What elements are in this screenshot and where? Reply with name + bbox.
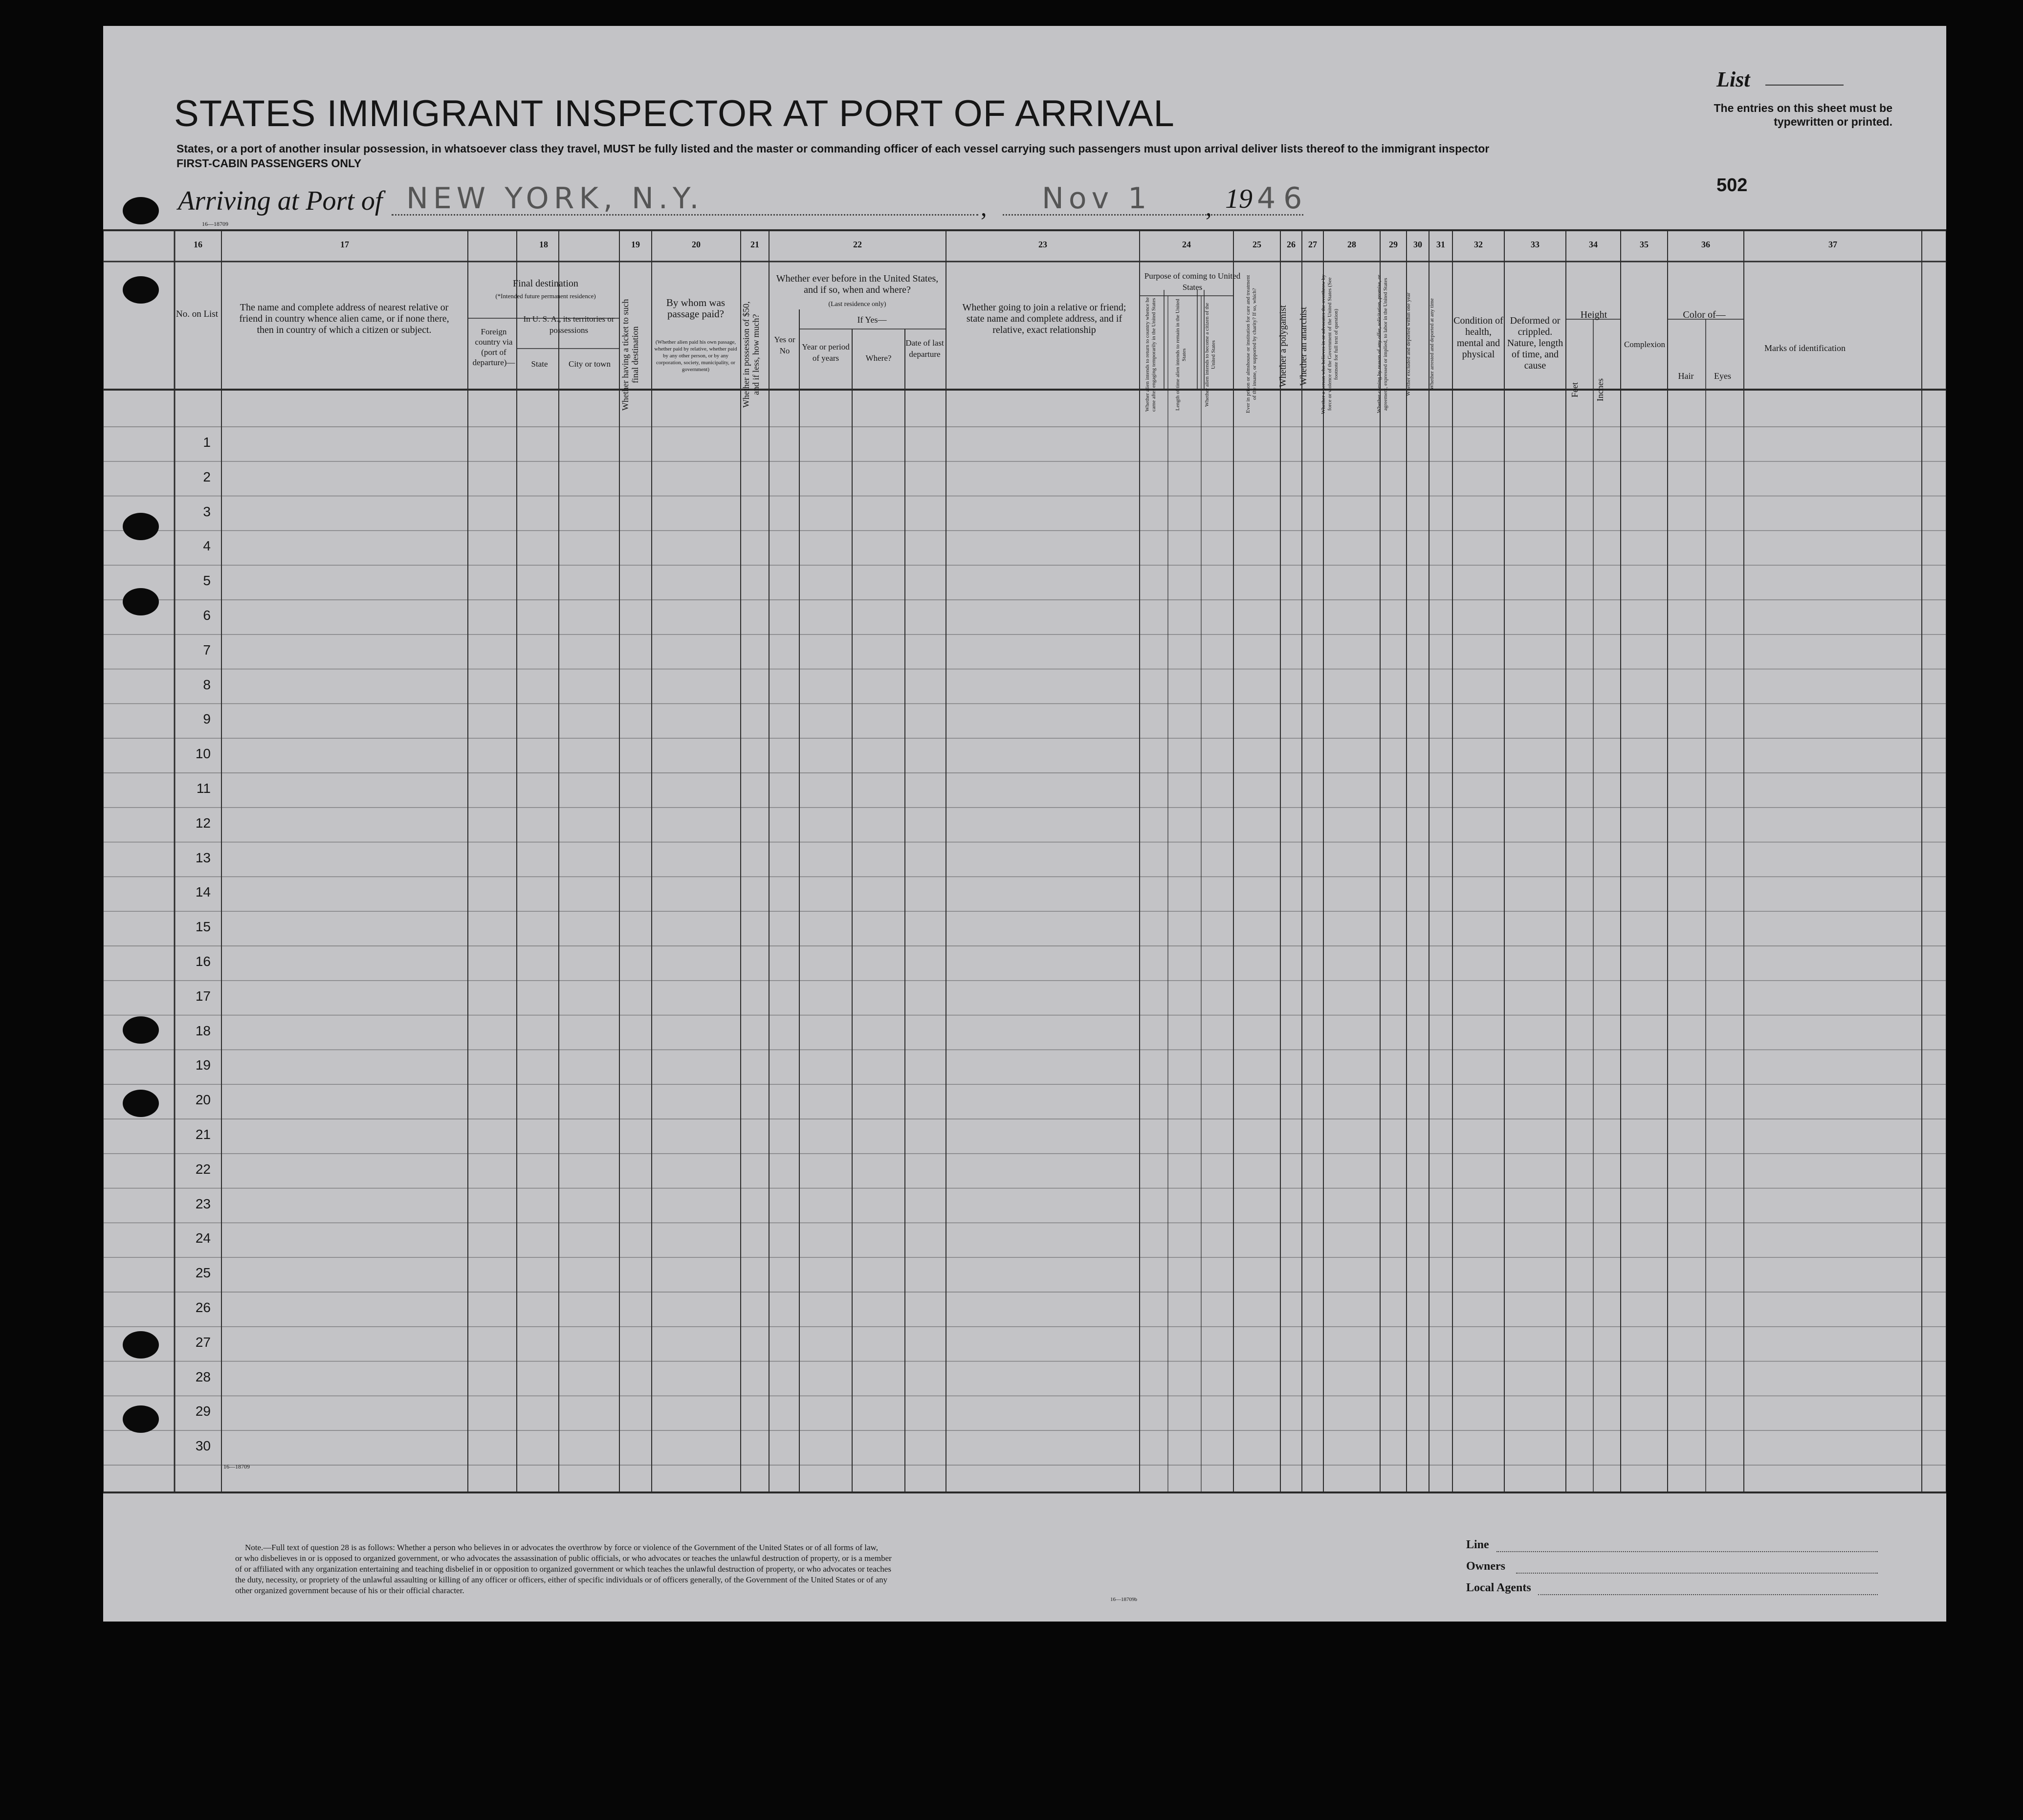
header-marks-identification: Marks of identification — [1764, 343, 1846, 353]
punch-hole — [123, 513, 159, 540]
header-deported: Whether arrested and deported at any time — [1429, 298, 1435, 390]
header-nearest-relative: The name and complete address of nearest relative or friend in country whence alien came, or if none there, then in country of which a citizen or subject. — [239, 302, 449, 335]
header-city: City or town — [569, 359, 611, 369]
header-date-last-departure: Date of last departure — [905, 338, 944, 359]
header-yes-no: Yes or No — [774, 335, 795, 355]
header-no-on-list: No. on List — [176, 309, 219, 319]
manifest-sheet — [103, 26, 1946, 1622]
header-excluded: Whether excluded and deported within one year — [1406, 292, 1411, 396]
footnote-line-4: the duty, necessity, or propriety of the unlawful assaulting or killing of any officer or officers, either of specific individuals or of officers generally, of the Government of the United States or of any — [235, 1575, 888, 1584]
header-fifty-dollars: Whether in possession of $50, and if less, how much? — [741, 301, 761, 408]
header-height: Height — [1580, 309, 1607, 320]
line-label: Line — [1466, 1538, 1489, 1551]
column-number: 27 — [1308, 240, 1317, 249]
column-number: 31 — [1436, 240, 1445, 249]
header-passage-paid-note: (Whether alien paid his own passage, whether paid by relative, whether paid by any other person, or by any corporation, society, municipality, or government) — [654, 339, 737, 373]
row-number: 27 — [195, 1334, 211, 1350]
header-complexion: Complexion — [1624, 340, 1666, 349]
column-number: 25 — [1253, 240, 1261, 249]
row-number: 18 — [195, 1023, 211, 1038]
row-number: 2 — [203, 469, 211, 484]
owners-label: Owners — [1466, 1560, 1505, 1573]
row-number: 21 — [195, 1127, 211, 1142]
header-hair: Hair — [1678, 371, 1694, 381]
header-ticket: Whether having a ticket to such final destination — [620, 299, 640, 411]
punch-hole — [123, 1405, 159, 1433]
comma-1: , — [981, 194, 987, 221]
typewritten-note: The entries on this sheet must be typewritten or printed. — [1714, 102, 1892, 128]
header-where: Where? — [865, 353, 892, 363]
column-number: 18 — [539, 240, 548, 249]
row-number: 16 — [195, 954, 211, 969]
row-number: 6 — [203, 608, 211, 623]
column-number: 28 — [1347, 240, 1356, 249]
form-subtitle: States, or a port of another insular possession, in whatsoever class they travel, MUST be fully listed and the master or commanding officer of each vessel carrying such passengers must upon arrival deliver lists thereof to the immigrant inspector — [176, 142, 1490, 155]
column-number: 19 — [631, 240, 640, 249]
footnote-line-2: or who disbelieves in or is opposed to organized government, or who advocates the assassination of public officials, or who advocates or teaches the unlawful destruction of property, or is a member — [235, 1554, 892, 1563]
list-label: List — [1716, 67, 1750, 91]
year-handwritten: 46 — [1257, 181, 1310, 216]
header-state: State — [531, 359, 548, 369]
column-number: 29 — [1389, 240, 1398, 249]
passenger-class: FIRST-CABIN PASSENGERS ONLY — [176, 157, 362, 170]
row-number: 5 — [203, 573, 211, 589]
row-number: 7 — [203, 642, 211, 658]
row-number: 11 — [196, 781, 211, 796]
footnote-line-1: Note.—Full text of question 28 is as follows: Whether a person who believes in or advocates the overthrow by force or violence of the Government of the United States or of all forms of law, — [245, 1543, 878, 1552]
header-final-destination: Final destination — [513, 278, 578, 289]
header-feet: Feet — [1570, 382, 1580, 398]
row-number: 28 — [195, 1369, 211, 1384]
header-purpose-return: Whether alien intends to return to country whence he came after engaging temporarily in the United States — [1144, 297, 1157, 412]
port-handwritten: NEW YORK, N.Y. — [406, 181, 704, 216]
header-inches: Inches — [1595, 378, 1605, 402]
owners-dotted — [1516, 1573, 1878, 1574]
punch-hole — [123, 588, 159, 615]
header-final-destination-note: (*Intended future permanent residence) — [495, 292, 596, 300]
header-purpose-length: Length of time alien intends to remain in the United States — [1175, 299, 1187, 411]
column-number: 23 — [1038, 240, 1047, 249]
row-number: 10 — [195, 746, 211, 762]
header-anarchist: Whether an anarchist — [1298, 307, 1309, 386]
header-passage-paid: By whom was passage paid? — [666, 297, 726, 320]
column-number: 16 — [194, 240, 202, 249]
footnote-code: 16—18709b — [1110, 1597, 1137, 1602]
header-health: Condition of health, mental and physical — [1453, 315, 1503, 360]
column-number: 36 — [1701, 240, 1710, 249]
footnote-line-3: of or affiliated with any organization entertaining and teaching disbelief in or opposition to organized government or which teaches the unlawful destruction of property, or who advocates or teaches — [235, 1564, 891, 1574]
column-number: 37 — [1828, 240, 1837, 249]
header-join-relative: Whether going to join a relative or friend; state name and complete address, and if relative, exact relationship — [962, 302, 1126, 335]
year-printed: 19 — [1225, 184, 1253, 214]
form-code-bottom: 16—18709 — [223, 1463, 250, 1470]
punch-hole — [123, 1016, 159, 1044]
column-number: 30 — [1413, 240, 1422, 249]
header-if-yes: If Yes— — [857, 315, 887, 325]
footnote-line-5: other organized government because of his or their official character. — [235, 1586, 464, 1595]
row-number: 9 — [203, 711, 211, 727]
agents-dotted — [1538, 1594, 1878, 1595]
row-number: 12 — [195, 815, 211, 831]
column-number: 22 — [853, 240, 862, 249]
column-number: 24 — [1182, 240, 1191, 249]
sheet-number: 502 — [1716, 175, 1748, 196]
header-deformed: Deformed or crippled. Nature, length of time, and cause — [1507, 315, 1563, 371]
header-overthrow: Whether a person who believes in or advocates the overthrow by force or violence of the Government of the United States (See footnote for full text of question) — [1320, 274, 1339, 414]
header-year-period: Year or period of years — [802, 342, 850, 363]
header-purpose-citizen: Whether alien intends to become a citizen of the United States — [1204, 303, 1216, 407]
row-number: 17 — [195, 988, 211, 1004]
header-in-usa: In U. S. A., its territories or possessions — [523, 314, 615, 335]
line-dotted — [1496, 1551, 1878, 1552]
column-number: 20 — [692, 240, 701, 249]
column-number: 26 — [1287, 240, 1296, 249]
punch-hole — [123, 197, 159, 224]
row-number: 13 — [195, 850, 211, 865]
arriving-label: Arriving at Port of — [178, 186, 383, 216]
comma-2: , — [1206, 194, 1212, 221]
header-ever-in-us-note: (Last residence only) — [828, 301, 886, 308]
row-number: 29 — [195, 1403, 211, 1419]
punch-hole — [123, 1090, 159, 1117]
punch-hole — [123, 276, 159, 304]
row-number: 24 — [195, 1230, 211, 1246]
form-code-top: 16—18709 — [202, 220, 228, 227]
header-polygamist: Whether a polygamist — [1278, 305, 1288, 387]
row-number: 20 — [195, 1092, 211, 1108]
header-prison: Ever in prison or almshouse or institution for care and treatment of the insane, or supported by charity? If so, which? — [1245, 275, 1257, 414]
header-color-of: Color of— — [1683, 309, 1726, 320]
row-number: 15 — [195, 919, 211, 935]
row-number: 1 — [203, 435, 211, 450]
header-ever-in-us: Whether ever before in the United States, and if so, when and where? — [776, 273, 939, 295]
column-number: 21 — [750, 240, 759, 249]
row-number: 19 — [195, 1057, 211, 1073]
header-labor-offer: Whether coming by reason of any offer, solicitation, promise, or agreement, expressed or implied, to labor in the United States — [1376, 275, 1388, 414]
agents-label: Local Agents — [1466, 1581, 1531, 1594]
row-number: 30 — [195, 1438, 211, 1454]
row-number: 22 — [195, 1161, 211, 1177]
row-number: 4 — [203, 538, 211, 554]
header-foreign-country: Foreign country via (port of departure)— — [472, 327, 515, 367]
header-purpose: Purpose of coming to United States — [1144, 271, 1241, 292]
row-number: 25 — [195, 1265, 211, 1281]
form-title: STATES IMMIGRANT INSPECTOR AT PORT OF ARRIVAL — [174, 93, 1175, 134]
row-number: 23 — [195, 1196, 211, 1211]
row-number: 8 — [203, 677, 211, 692]
punch-hole — [123, 1331, 159, 1359]
column-number: 33 — [1531, 240, 1539, 249]
column-number: 17 — [340, 240, 349, 249]
row-number: 26 — [195, 1300, 211, 1315]
row-number: 3 — [203, 504, 211, 519]
row-number: 14 — [195, 884, 211, 900]
column-number: 32 — [1474, 240, 1483, 249]
column-number: 35 — [1640, 240, 1649, 249]
column-number: 34 — [1589, 240, 1598, 249]
table-grid — [103, 26, 1946, 1622]
header-eyes: Eyes — [1714, 371, 1731, 381]
date-handwritten: Nov 1 — [1042, 181, 1152, 216]
